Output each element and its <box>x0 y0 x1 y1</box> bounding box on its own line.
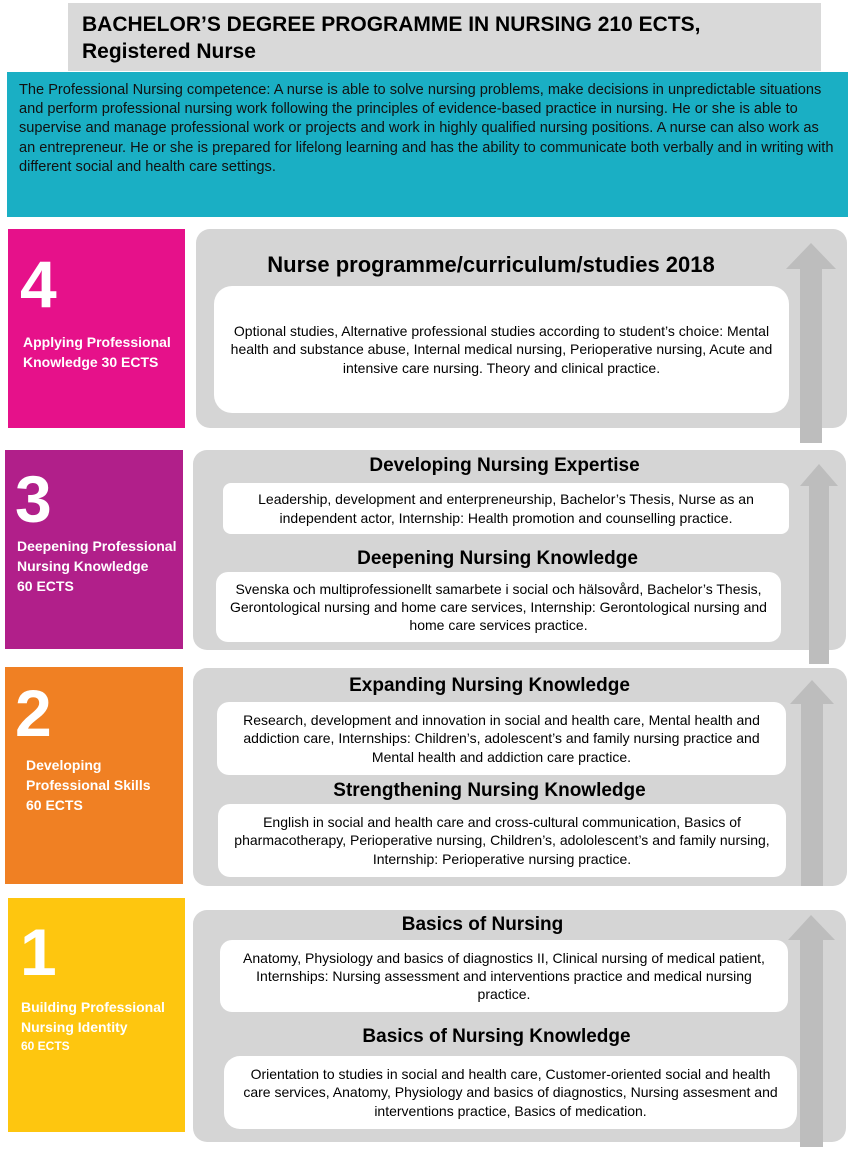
level-4-up-arrow-icon <box>786 243 836 443</box>
competence-description <box>7 72 848 217</box>
level-4-box <box>8 229 185 428</box>
level-3-name-text: Deepening Professional Nursing Knowledge <box>17 538 177 574</box>
programme-title-line-2: Registered Nurse <box>82 40 256 63</box>
level-2-number: 2 <box>15 676 52 750</box>
level-1-description-box-1 <box>220 940 788 1012</box>
level-2-heading-2: Strengthening Nursing Knowledge <box>333 780 646 801</box>
level-1-box <box>8 898 185 1132</box>
level-3-name <box>17 536 177 596</box>
level-3-heading-1: Developing Nursing Expertise <box>369 455 640 476</box>
level-3-number: 3 <box>15 462 52 536</box>
level-2-description-1: Research, development and innovation in social and health care, Mental health and addiction care, Internships: Children’s, adolescent’s and family nursing practice and Mental health and addiction care practice. <box>243 712 760 765</box>
level-2-name-text: Developing Professional Skills <box>26 757 151 793</box>
level-2-description-2: English in social and health care and cross-cultural communication, Basics of pharmacotherapy, Perioperative nursing, Children’s, adololescent’s and family nursing, Internship: Perioperative nursing practice. <box>234 814 770 867</box>
level-2-name <box>26 755 178 815</box>
level-1-description-box-2 <box>224 1056 797 1129</box>
level-3-up-arrow-icon <box>800 464 838 664</box>
level-2-description-box-1 <box>217 702 786 775</box>
level-3-description-box-2 <box>216 572 781 642</box>
level-2-up-arrow-icon <box>790 680 834 886</box>
level-1-ects: 60 ECTS <box>21 1039 70 1053</box>
competence-text: The Professional Nursing competence: A nurse is able to solve nursing problems, make decisions in unpredictable situations and perform professional nursing work following the principles of evidence-based practice in nursing. He or she is able to supervise and manage professional work or projects and work in highly qualified nursing positions. A nurse can also work as an entrepreneur. He or she is prepared for lifelong learning and has the ability to communicate both verbally and in writing with different social and health care settings. <box>19 82 834 175</box>
programme-title <box>68 3 821 71</box>
level-3-description-1: Leadership, development and enterpreneurship, Bachelor’s Thesis, Nurse as an independent actor, Internship: Health promotion and counselling practice. <box>258 491 754 526</box>
level-2-heading-1: Expanding Nursing Knowledge <box>349 675 630 696</box>
level-3-box <box>5 450 183 649</box>
level-4-description: Optional studies, Alternative professional studies according to student’s choice: Mental health and substance abuse, Internal medical nursing, Perioperative nursing, Acute and intensive care nursing. Theory and clinical practice. <box>230 323 773 376</box>
level-3-heading-2: Deepening Nursing Knowledge <box>357 548 638 569</box>
programme-title-line-1: BACHELOR’S DEGREE PROGRAMME IN NURSING 210 ECTS, <box>82 13 701 36</box>
level-1-description-1: Anatomy, Physiology and basics of diagnostics II, Clinical nursing of medical patient, Internships: Nursing assessment and interventions practice and medical nursing practice. <box>243 949 765 1003</box>
level-2-description-box-2 <box>218 804 786 877</box>
level-1-heading-1: Basics of Nursing <box>401 914 564 935</box>
level-1-name-text: Building Professional Nursing Identity <box>21 999 165 1035</box>
level-1-heading-2: Basics of Nursing Knowledge <box>362 1026 631 1047</box>
level-1-name <box>21 997 181 1055</box>
level-4-panel-title: Nurse programme/curriculum/studies 2018 <box>267 252 715 277</box>
level-1-description-2: Orientation to studies in social and health care, Customer-oriented social and health care services, Anatomy, Physiology and basics of diagnostics, Nursing assesment and interventions practice, Basics of medication. <box>243 1066 778 1119</box>
level-4-name: Applying Professional Knowledge 30 ECTS <box>23 334 171 370</box>
level-3-ects: 60 ECTS <box>17 578 74 594</box>
level-2-box <box>5 667 183 884</box>
level-4-description-box <box>214 286 789 413</box>
level-2-ects: 60 ECTS <box>26 797 83 813</box>
level-3-description-box-1 <box>223 483 789 534</box>
level-3-description-2: Svenska och multiprofessionellt samarbete i social och hälsovård, Bachelor’s Thesis, Gerontological nursing and home care services, Internship: Gerontological nursing and home care services practice. <box>230 580 767 634</box>
level-4-number: 4 <box>20 247 57 321</box>
level-1-number: 1 <box>20 915 57 989</box>
